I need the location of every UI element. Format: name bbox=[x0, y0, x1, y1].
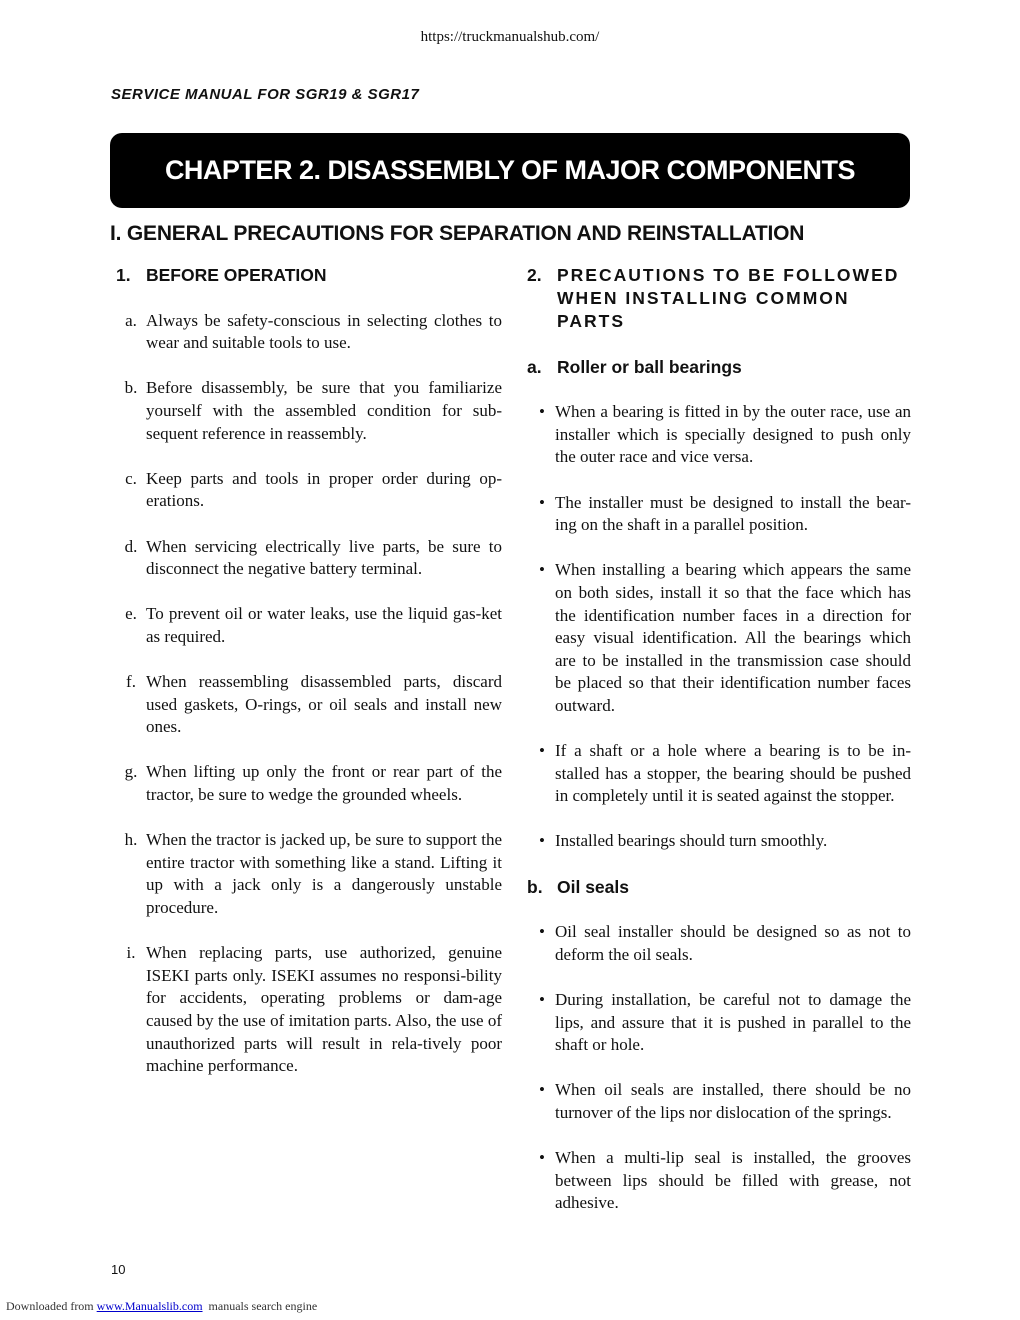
item-text: During installation, be careful not to damage the lips, and assure that it is pushed in parallel to the shaft or hole. bbox=[555, 990, 911, 1055]
bullet-icon: • bbox=[539, 922, 545, 942]
heading-text: PRECAUTIONS TO BE FOLLOWED WHEN INSTALLING COMMON PARTS bbox=[557, 265, 900, 331]
bullet-item bbox=[527, 830, 911, 853]
page-number: 10 bbox=[111, 1262, 126, 1277]
item-text: Always be safety-conscious in selecting clothes to wear and suitable tools to use. bbox=[146, 310, 502, 353]
subheading-marker: a. bbox=[527, 356, 542, 377]
item-text: When replacing parts, use authorized, genuine ISEKI parts only. ISEKI assumes no responsi-bility for accidents, operating problems or dam-age caused by the use of imitation parts. Also, the use of unauthorized parts will result in rela-tively poor machine performance. bbox=[146, 943, 502, 1076]
item-text: Before disassembly, be sure that you familiarize yourself with the assembled condition for sub-sequent reference in reassembly. bbox=[146, 378, 502, 443]
right-column bbox=[527, 264, 911, 1215]
item-text: If a shaft or a hole where a bearing is to be in-stalled has a stopper, the bearing should be pushed in completely until it is seated against the stopper. bbox=[555, 741, 911, 806]
item-text: To prevent oil or water leaks, use the liquid gas-ket as required. bbox=[146, 604, 502, 646]
item-marker: d. bbox=[124, 536, 138, 556]
bearings-heading bbox=[527, 356, 911, 379]
item-text: When oil seals are installed, there should be no turnover of the lips nor dislocation of the springs. bbox=[555, 1080, 911, 1122]
source-url: https://truckmanualshub.com/ bbox=[420, 29, 600, 45]
bullet-item bbox=[527, 559, 911, 717]
item-marker: i. bbox=[126, 943, 136, 963]
list-item bbox=[116, 761, 502, 806]
bullet-icon: • bbox=[539, 560, 545, 580]
item-text: The installer must be designed to install the bear-ing on the shaft in a parallel position. bbox=[555, 492, 911, 535]
list-item bbox=[116, 829, 502, 919]
bullet-item bbox=[527, 989, 911, 1057]
bullet-icon: • bbox=[539, 492, 545, 512]
common-parts-heading bbox=[527, 264, 911, 333]
item-text: Keep parts and tools in proper order during op-erations. bbox=[146, 468, 502, 511]
bullet-item bbox=[527, 401, 911, 469]
subheading-text: Roller or ball bearings bbox=[557, 356, 742, 377]
bullet-icon: • bbox=[539, 402, 545, 422]
chapter-title: CHAPTER 2. DISASSEMBLY OF MAJOR COMPONENTS bbox=[164, 155, 856, 185]
left-column bbox=[116, 264, 502, 1078]
bullet-item bbox=[527, 921, 911, 966]
heading-number: 1. bbox=[116, 265, 131, 285]
before-operation-heading bbox=[116, 264, 502, 287]
item-marker: h. bbox=[124, 830, 138, 850]
chapter-banner bbox=[110, 133, 910, 208]
item-text: Installed bearings should turn smoothly. bbox=[555, 831, 828, 851]
heading-text: BEFORE OPERATION bbox=[146, 265, 327, 285]
item-marker: f. bbox=[126, 672, 136, 692]
item-marker: g. bbox=[124, 762, 138, 782]
item-marker: e. bbox=[125, 604, 137, 624]
manualslib-link[interactable]: www.Manualslib.com bbox=[96, 1299, 203, 1313]
heading-number: 2. bbox=[527, 265, 542, 285]
footer-prefix: Downloaded from bbox=[6, 1299, 94, 1313]
item-text: When reassembling disassembled parts, discard used gaskets, O-rings, or oil seals and install new ones. bbox=[146, 672, 502, 737]
item-marker: a. bbox=[125, 310, 137, 330]
item-text: When lifting up only the front or rear part of the tractor, be sure to wedge the grounded wheels. bbox=[146, 762, 502, 805]
item-marker: b. bbox=[124, 378, 138, 398]
bullet-item bbox=[527, 1079, 911, 1124]
list-item bbox=[116, 671, 502, 739]
list-item bbox=[116, 603, 502, 648]
item-text: When servicing electrically live parts, be sure to disconnect the negative battery terminal. bbox=[146, 536, 502, 579]
item-text: When installing a bearing which appears the same on both sides, install it so that the face which has the identification number faces in a direction for easy visual identification. All the bearings which are to be installed in the transmission case should be placed so that their identification number faces outward. bbox=[555, 560, 911, 715]
oil-seals-heading bbox=[527, 876, 911, 899]
subheading-marker: b. bbox=[527, 876, 543, 897]
bullet-icon: • bbox=[539, 1080, 545, 1100]
list-item bbox=[116, 310, 502, 355]
footer-suffix: manuals search engine bbox=[208, 1299, 318, 1313]
item-text: When the tractor is jacked up, be sure to support the entire tractor with something like a stand. Lifting it up with a jack only is a dangerously unstable procedure. bbox=[146, 830, 502, 918]
subheading-text: Oil seals bbox=[557, 876, 629, 897]
bullet-icon: • bbox=[539, 831, 545, 851]
list-item bbox=[116, 468, 502, 513]
list-item bbox=[116, 377, 502, 445]
list-item bbox=[116, 942, 502, 1078]
manual-title: SERVICE MANUAL FOR SGR19 & SGR17 bbox=[111, 86, 420, 103]
item-text: When a multi-lip seal is installed, the grooves between lips should be filled with grease, not adhesive. bbox=[555, 1148, 911, 1213]
bullet-item bbox=[527, 1147, 911, 1215]
bullet-icon: • bbox=[539, 1148, 545, 1168]
section-title: I. GENERAL PRECAUTIONS FOR SEPARATION AND REINSTALLATION bbox=[110, 222, 805, 245]
download-footer bbox=[6, 1299, 317, 1314]
item-marker: c. bbox=[125, 468, 137, 488]
bullet-icon: • bbox=[539, 990, 545, 1010]
item-text: When a bearing is fitted in by the outer race, use an installer which is specially designed to push only the outer race and vice versa. bbox=[555, 402, 911, 467]
bullet-icon: • bbox=[539, 741, 545, 761]
item-text: Oil seal installer should be designed so as not to deform the oil seals. bbox=[555, 922, 911, 964]
bullet-item bbox=[527, 492, 911, 537]
list-item bbox=[116, 536, 502, 581]
bullet-item bbox=[527, 740, 911, 808]
